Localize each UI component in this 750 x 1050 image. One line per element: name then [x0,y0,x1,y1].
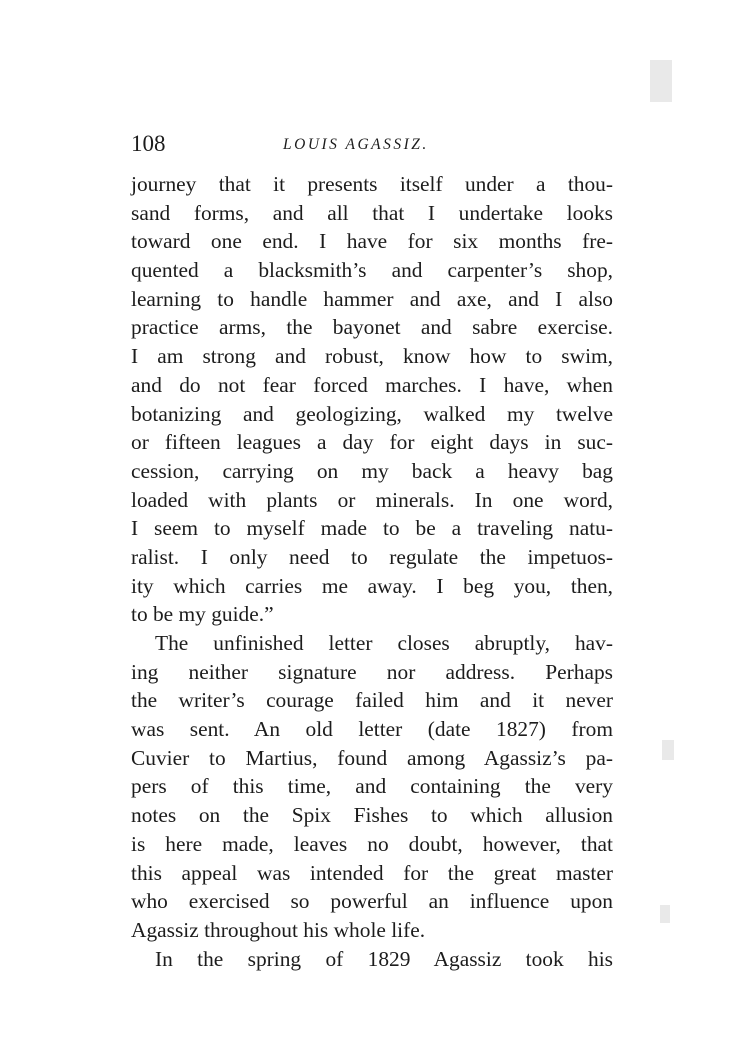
text-line: sand forms, and all that I undertake looks [131,200,613,225]
text-line: learning to handle hammer and axe, and I also [131,286,613,311]
page-number: 108 [131,131,166,156]
text-line: loaded with plants or minerals. In one word, [131,487,613,512]
paragraph-2 [131,629,613,945]
page-edge-shadow [650,60,672,102]
paragraph-3 [131,945,613,974]
text-line: who exercised so powerful an influence upon [131,889,613,914]
text-line: and do not fear forced marches. I have, when [131,372,613,397]
text-line: to be my guide.” [131,602,274,627]
text-line: cession, carrying on my back a heavy bag [131,458,613,483]
text-line: toward one end. I have for six months fre- [131,229,613,254]
text-line: or fifteen leagues a day for eight days in suc- [131,430,613,455]
text-line: Agassiz throughout his whole life. [131,917,426,942]
text-line: practice arms, the bayonet and sabre exercise. [131,315,613,340]
text-line: I am strong and robust, know how to swim, [131,344,613,369]
text-line: In the spring of 1829 Agassiz took his [155,946,613,971]
text-line: Cuvier to Martius, found among Agassiz’s pa- [131,745,613,770]
text-line: The unfinished letter closes abruptly, hav- [155,631,613,655]
running-title: LOUIS AGASSIZ. [283,136,429,153]
running-head [131,129,616,161]
text-line: quented a blacksmith’s and carpenter’s shop, [131,258,613,283]
text-line: is here made, leaves no doubt, however, that [131,831,613,856]
text-line: was sent. An old letter (date 1827) from [131,717,613,742]
text-line: journey that it presents itself under a thou- [131,172,613,196]
text-line: I seem to myself made to be a traveling natu- [131,516,613,541]
text-line: ralist. I only need to regulate the impetuos- [131,544,613,569]
text-line: this appeal was intended for the great master [131,860,613,885]
text-line: pers of this time, and containing the very [131,774,613,799]
text-line: notes on the Spix Fishes to which allusion [131,803,613,828]
text-line: botanizing and geologizing, walked my twelve [131,401,613,426]
page-edge-shadow [662,740,674,760]
text-line: ing neither signature nor address. Perhaps [131,659,613,684]
paragraph-1 [131,170,613,629]
text-line: ity which carries me away. I beg you, then, [131,573,613,598]
body-text [131,170,613,973]
page-edge-shadow [660,905,670,923]
text-line: the writer’s courage failed him and it never [131,688,613,713]
